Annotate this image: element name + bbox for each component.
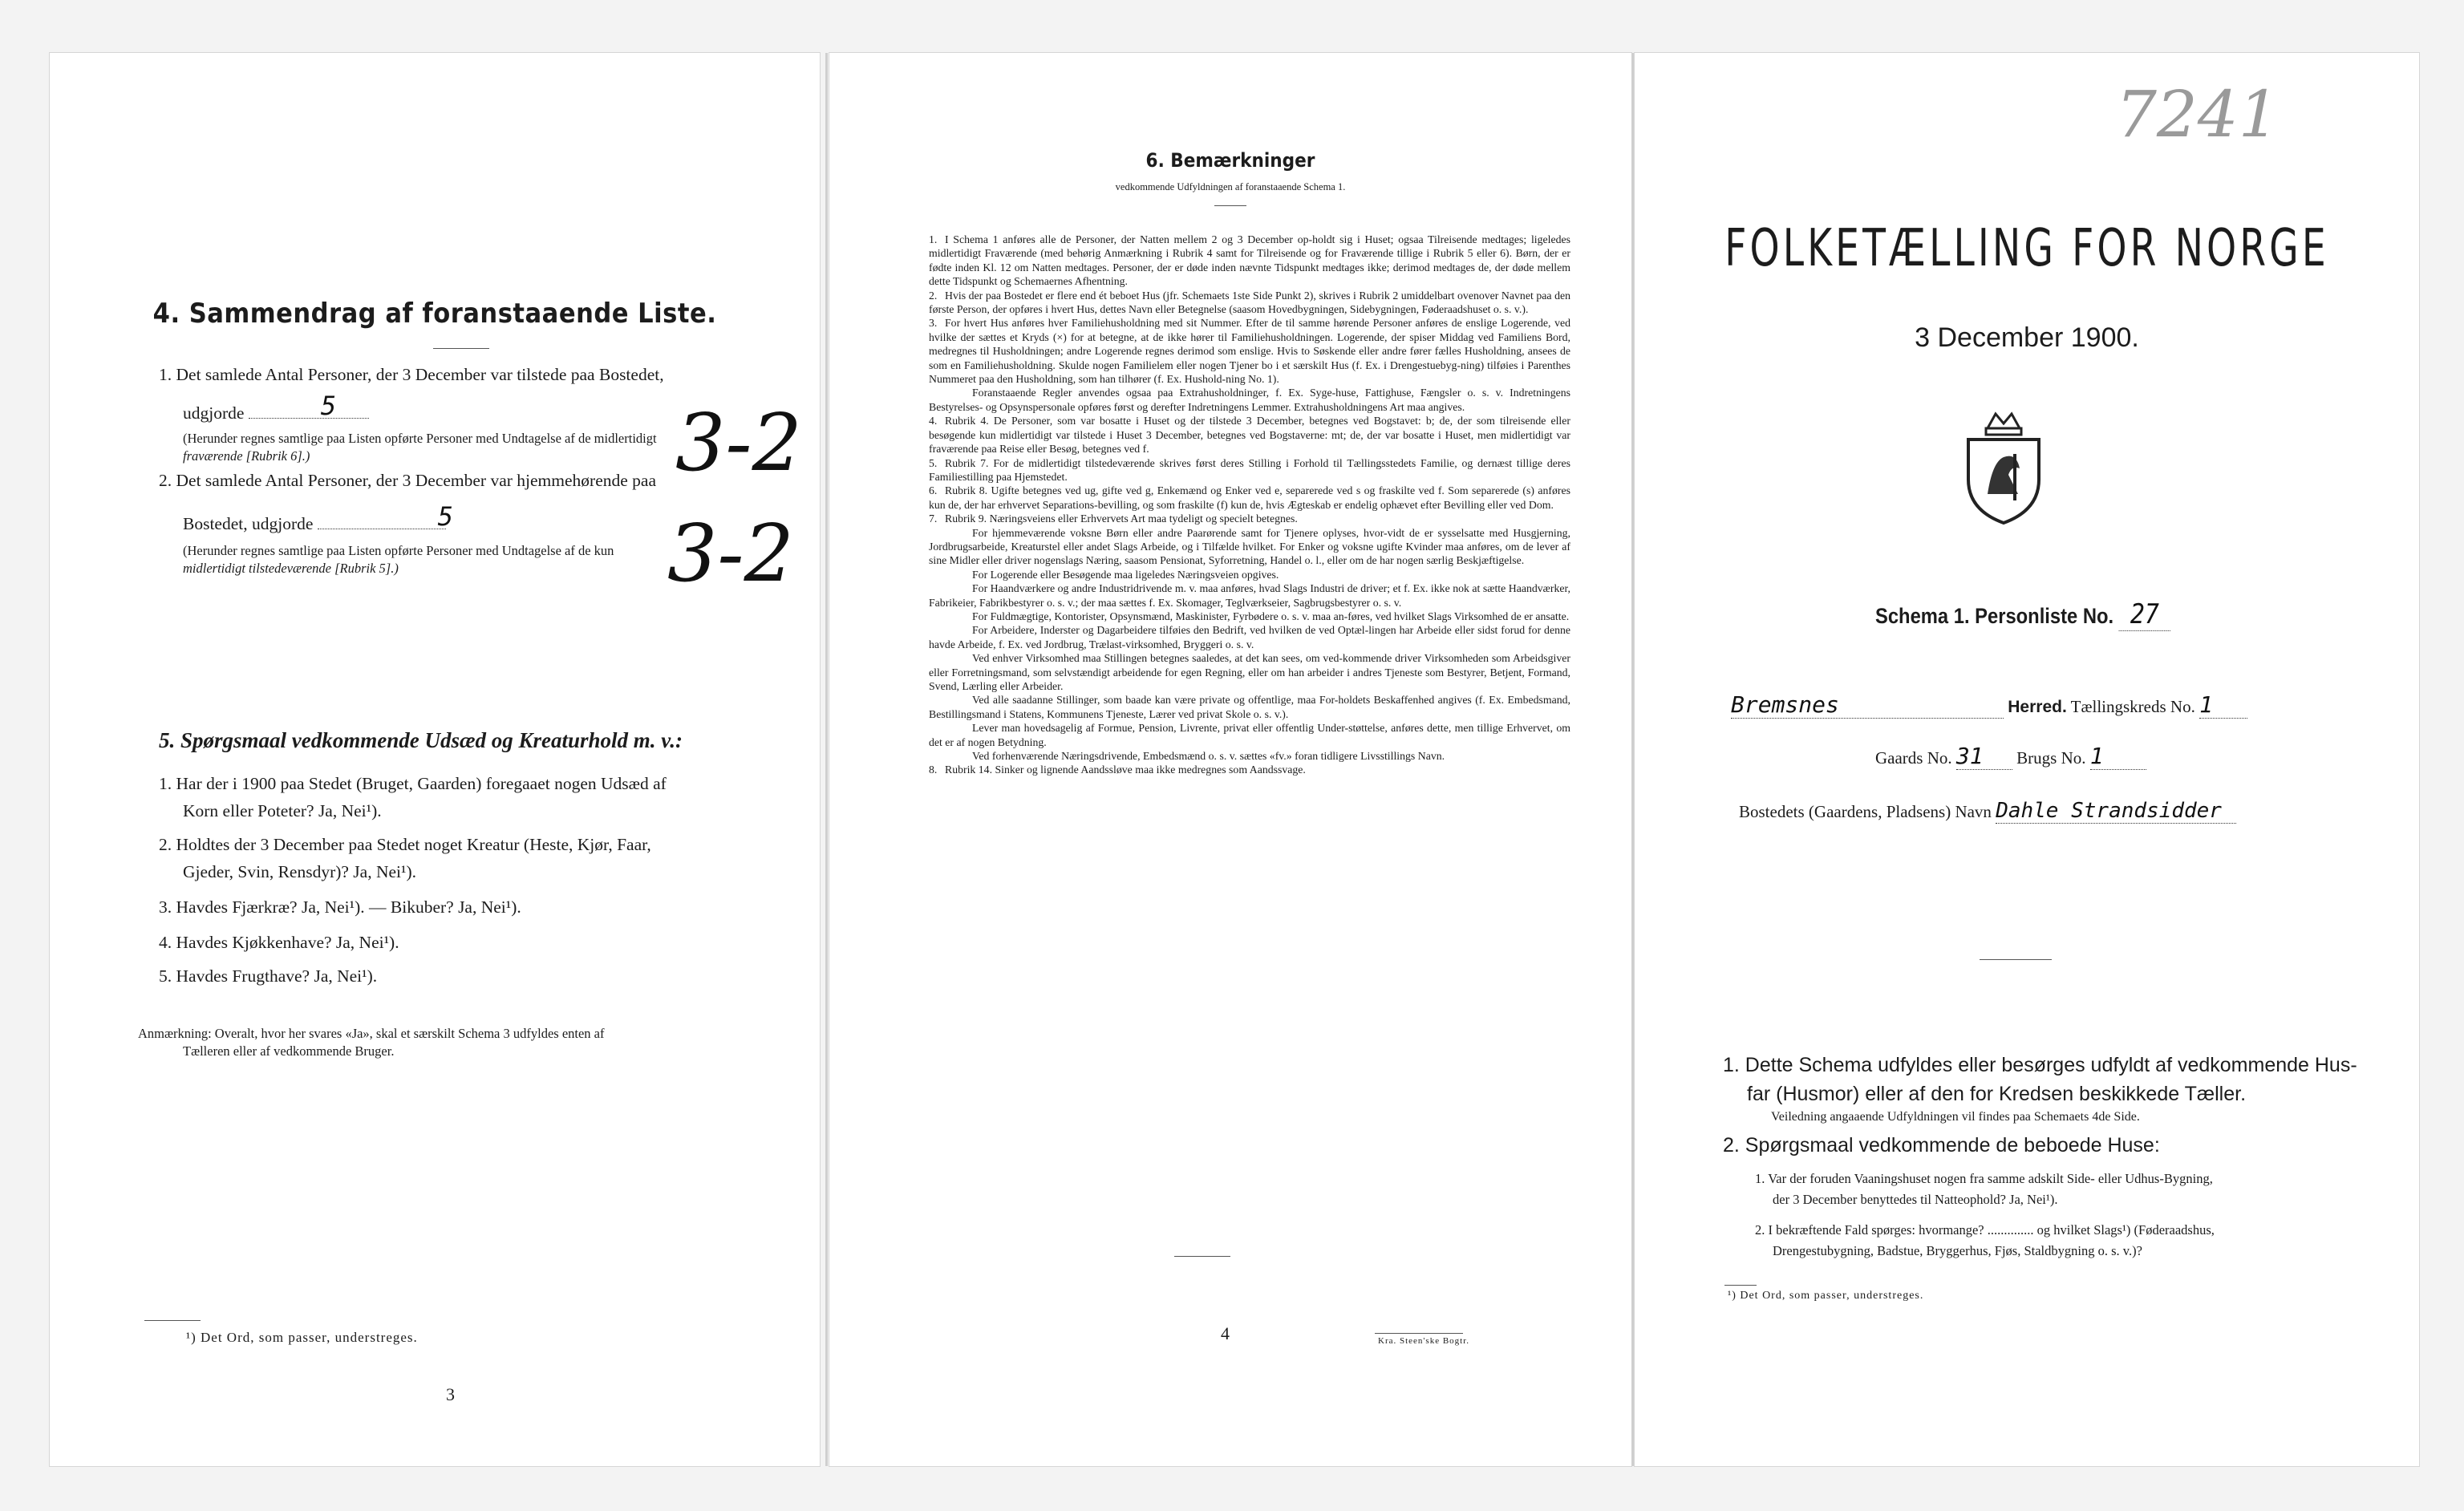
- q1-value: 5: [320, 391, 337, 421]
- divider: [1214, 205, 1246, 206]
- q2-hand-total: 3-2: [667, 508, 794, 600]
- remark-number: 3.: [929, 317, 938, 330]
- gaards-value: 31: [1956, 743, 2012, 770]
- page-number: 3: [446, 1384, 455, 1404]
- gaards-label: Gaards No.: [1875, 748, 1952, 768]
- divider: [433, 348, 489, 349]
- remark-paragraph: [929, 610, 1570, 623]
- middle-page: [829, 53, 1631, 1466]
- herred-label: Herred.: [2008, 698, 2067, 716]
- s5-q2a: 2. Holdtes der 3 December paa Stedet noget Kreatur (Heste, Kjør, Faar,: [159, 835, 651, 854]
- gaards-line: [1875, 743, 2146, 770]
- bosted-value: Dahle Strandsidder: [1996, 799, 2236, 824]
- remark-text: For Fuldmægtige, Kontorister, Opsynsmænd, Maskinister, Fyrbødere o. s. v. maa an-føres, ved hvilket Slags Virksomhed de er ansatte.: [972, 610, 1570, 622]
- q2-prefix: Bostedet, udgjorde: [183, 514, 314, 533]
- q1-hand-total: 3-2: [675, 398, 802, 489]
- q1-note1: (Herunder regnes samtlige paa Listen opførte Personer med Undtagelse af de midlertidigt: [183, 431, 657, 446]
- printer-name: Kra. Steen'ske Bogtr.: [1378, 1336, 1470, 1346]
- remarks-title: 6. Bemærkninger: [1145, 149, 1315, 172]
- bosted-line: [1739, 799, 2236, 824]
- remark-paragraph: [929, 289, 1570, 317]
- remark-text: For hvert Hus anføres hver Familiehusholdning med sit Nummer. Efter de til samme hørende Personer anføres de enslige Logerende, ved hvilke der sættes et Kryds (×) for at betegne, at de ikke hører til Familiehusholdningen. Logerende, der spiser Middag ved Familiens Bord, medregnes til Husholdningen; andre Logerende regnes derimod som enslige. Hvis to Søskende eller andre fører fælles Husholdning, ansees de som en Familiehusholdning. Skulde nogen Familielem eller nogen Tjener bo i et særskilt Hus (f. Ex. i Drengestuebyg-ning) tilføies i Parenthes Nummeret paa den Husholdning, som han tilhører (f. Ex. Hushold-ning No. 1).: [929, 317, 1570, 386]
- remark-text: Foranstaaende Regler anvendes ogsaa paa Extrahusholdninger, f. Ex. Syge-huse, Fattighuse, Fængsler o. s. v. Indretningens Bestyrelses- og Opsynspersonale opføres først og derefter Indretningens Lemmer. Extrahusholdningens Art maa angives.: [929, 387, 1570, 413]
- annotation-line1: Anmærkning: Overalt, hvor her svares «Ja», skal et særskilt Schema 3 udfyldes enten af: [138, 1026, 605, 1041]
- kreds-label: Tællingskreds No.: [2070, 697, 2195, 716]
- divider: [1980, 959, 2052, 960]
- remark-text: I Schema 1 anføres alle de Personer, der Natten mellem 2 og 3 December op-holdt sig i Huset; ogsaa Tilreisende medtages; ligeledes midlertidigt Fraværende (med behørig Anmærkning i Rubrik 4 samt for Tilreisende og for Fraværende tillige i Rubrik 5 eller 6). Børn, der er fødte inden Kl. 12 om Natten medtages. Personer, der er døde inden nævnte Tidspunkt medtages ikke; derimod medtages de, der døde mellem dette Tidspunkt og Schemaernes Afhentning.: [929, 233, 1570, 288]
- q1-line2: [183, 391, 369, 427]
- remark-paragraph: [929, 651, 1570, 693]
- herred-value: Bremsnes: [1731, 691, 2004, 719]
- remark-paragraph: [929, 623, 1570, 651]
- footnote-rule: [144, 1320, 201, 1321]
- s5-q1b: Korn eller Poteter? Ja, Nei¹).: [183, 801, 382, 820]
- remark-paragraph: [929, 526, 1570, 568]
- remark-text: For hjemmeværende voksne Børn eller andre Paarørende samt for Tjenere oplyses, hvor-vidt de er sysselsatte med Husgjerning, Jordbrugsarbeide, Kreaturstel eller andet Slags Arbeide, og i Tilfælde hvilket. For Enker og voksne ugifte Kvinder maa anføres, om de lever af sine Midler eller driver nogenslags Næring, saasom Pensionat, Syforretning, Handel o. l., eller om de har nogen særlig Beskjæftigelse.: [929, 526, 1570, 567]
- remark-paragraph: [929, 721, 1570, 749]
- note-1-line1: 1. Dette Schema udfyldes eller besørges udfyldt af vedkommende Hus-: [1723, 1054, 2357, 1076]
- remark-text: For Haandværkere og andre Industridrivende m. v. maa anføres, hvad Slags Industri de driver; et f. Ex. ikke nok at sætte Haandværker, Fabrikeier, Fabrikbestyrer o. s. v.; der maa sættes f. Ex. Skomager, Teglværkseier, Sagbrugsbestyrer o. s. v.: [929, 582, 1570, 609]
- q2-value: 5: [437, 501, 454, 532]
- remark-text: Rubrik 8. Ugifte betegnes ved ug, gifte ved g, Enkemænd og Enker ved e, separerede ved s og fraskilte ved f. Som separerede (s) anføres kun de, der har erhvervet Separations-bevilling, og som fraskilte (f) kun de, hvis Ægteskab er endelig ophævet efter Bevilling eller ved Dom.: [929, 484, 1570, 511]
- remark-text: Rubrik 14. Sinker og lignende Aandssløve maa ikke medregnes som Aandssvage.: [945, 764, 1306, 776]
- remark-paragraph: [929, 693, 1570, 721]
- annotation-line2: Tælleren eller af vedkommende Bruger.: [183, 1043, 395, 1059]
- coat-of-arms-icon: [1955, 406, 2052, 526]
- census-date: 3 December 1900.: [1915, 322, 2139, 353]
- s5-q5: 5. Havdes Frugthave? Ja, Nei¹).: [159, 966, 378, 986]
- note-1-guidance: Veiledning angaaende Udfyldningen vil findes paa Schemaets 4de Side.: [1771, 1110, 2140, 1124]
- remark-paragraph: [929, 581, 1570, 610]
- remark-number: 8.: [929, 764, 938, 776]
- divider: [1174, 1256, 1230, 1257]
- right-page: [1635, 53, 2419, 1466]
- s5-q2b: Gjeder, Svin, Rensdyr)? Ja, Nei¹).: [183, 862, 416, 881]
- remark-paragraph: [929, 484, 1570, 512]
- remark-text: Ved enhver Virksomhed maa Stillingen betegnes saaledes, at det kan sees, om ved-kommende driver Virksomheden som Arbeidsgiver eller Forretningsmand, som selvstændigt arbeidende for egen Regning, eller om han arbeider i andres Tjeneste som Bestyrer, Betjent, Formand, Svend, Lærling eller Arbeider.: [929, 652, 1570, 692]
- remark-number: 6.: [929, 484, 938, 497]
- brugs-label: Brugs No.: [2016, 748, 2086, 768]
- schema-number: 27: [2119, 598, 2170, 631]
- page-number: 4: [1221, 1323, 1230, 1343]
- remark-paragraph: [929, 512, 1570, 525]
- remark-number: 1.: [929, 233, 938, 245]
- remark-text: Hvis der paa Bostedet er flere end ét beboet Hus (jfr. Schemaets 1ste Side Punkt 2), skrives i Rubrik 2 umiddelbart ovenover Navnet paa den første Person, der opføres i hvert Hus, dettes Navn eller Betegnelse (saasom Hovedbygningen, Sidebygningen, Føderaadshuset o. s. v.).: [929, 289, 1570, 316]
- q2-fill: [318, 501, 454, 532]
- schema-label: Schema 1. Personliste No.: [1875, 604, 2114, 628]
- note-2: 2. Spørgsmaal vedkommende de beboede Huse:: [1723, 1134, 2160, 1157]
- brugs-value: 1: [2090, 743, 2146, 770]
- remark-text: Rubrik 7. For de midlertidigt tilstedeværende skrives først deres Stilling i Forhold til Tællingsstedets Familie, og dernæst tillige deres Familiestilling paa Hjemstedet.: [929, 456, 1570, 483]
- q2-line1: 2. Det samlede Antal Personer, der 3 December var hjemmehørende paa: [159, 471, 657, 490]
- remark-paragraph: [929, 414, 1570, 456]
- s5-q3: 3. Havdes Fjærkræ? Ja, Nei¹). — Bikuber? Ja, Nei¹).: [159, 897, 521, 917]
- footnote: ¹) Det Ord, som passer, understreges.: [186, 1330, 418, 1345]
- remark-paragraph: [929, 233, 1570, 289]
- note-2-q1a: 1. Var der foruden Vaaningshuset nogen fra samme adskilt Side- eller Udhus-Bygning,: [1755, 1171, 2213, 1186]
- remark-text: Rubrik 4. De Personer, som var bosatte i Huset og der tilstede 3 December, betegnes ved Bogstavet: b; de, der som tilreisende eller besøgende kun midlertidigt var tilstede i Huset 3 December, betegnes ved Bogstaverne: mt; de, der var bosatte i Huset, men midlertidigt var fraværende paa Reise eller Besøg, betegnes ved f.: [929, 415, 1570, 456]
- remark-paragraph: [929, 763, 1570, 776]
- q2-note1: (Herunder regnes samtlige paa Listen opførte Personer med Undtagelse af de kun: [183, 543, 614, 558]
- remark-text: Lever man hovedsagelig af Formue, Pension, Livrente, privat eller offentlig Under-støttelse, anføres dette, men tillige Erhvervet, om det er af nogen Betydning.: [929, 722, 1570, 748]
- q2-note2: midlertidigt tilstedeværende [Rubrik 5].): [183, 561, 399, 576]
- remark-text: Ved forhenværende Næringsdrivende, Embedsmænd o. s. v. sættes «fv.» foran tidligere Livsstillings Navn.: [972, 750, 1445, 763]
- footnote-rule: [1724, 1285, 1757, 1286]
- census-title: FOLKETÆLLING FOR NORGE: [1724, 219, 2329, 278]
- remark-text: Rubrik 9. Næringsveiens eller Erhvervets Art maa tydeligt og specielt betegnes.: [945, 512, 1298, 525]
- section-5-title: 5. Spørgsmaal vedkommende Udsæd og Kreaturhold m. v.:: [159, 728, 683, 752]
- left-page: [50, 53, 820, 1466]
- remark-paragraph: [929, 568, 1570, 581]
- remark-number: 5.: [929, 456, 938, 469]
- page-gutter: [1631, 53, 1634, 1466]
- s5-q4: 4. Havdes Kjøkkenhave? Ja, Nei¹).: [159, 933, 399, 952]
- remark-number: 2.: [929, 289, 938, 302]
- archive-number: 7241: [2116, 77, 2280, 152]
- section-4-title: 4. Sammendrag af foranstaaende Liste.: [152, 298, 717, 330]
- q2-line2: [183, 501, 454, 537]
- remark-paragraph: [929, 386, 1570, 414]
- remark-paragraph: [929, 749, 1570, 763]
- remark-number: 7.: [929, 512, 938, 525]
- remark-text: For Logerende eller Besøgende maa ligeledes Næringsveien opgives.: [972, 568, 1279, 581]
- remarks-subtitle: vedkommende Udfyldningen af foranstaaende Schema 1.: [1115, 181, 1346, 192]
- printer-rule: [1375, 1333, 1463, 1334]
- footnote: ¹) Det Ord, som passer, understreges.: [1728, 1290, 1924, 1302]
- note-1-line2: far (Husmor) eller af den for Kredsen beskikkede Tæller.: [1747, 1083, 2247, 1105]
- remarks-body: [929, 233, 1570, 777]
- q1-line1: 1. Det samlede Antal Personer, der 3 December var tilstede paa Bostedet,: [159, 365, 664, 384]
- s5-q1a: 1. Har der i 1900 paa Stedet (Bruget, Gaarden) foregaaet nogen Udsæd af: [159, 774, 667, 793]
- note-2-q1b: der 3 December benyttedes til Natteophold? Ja, Nei¹).: [1773, 1192, 2058, 1207]
- schema-line: [1875, 598, 2170, 630]
- remark-paragraph: [929, 316, 1570, 386]
- note-2-q2a: 2. I bekræftende Fald spørges: hvormange? .............. og hvilket Slags¹) (Føderaadshus,: [1755, 1222, 2215, 1238]
- remark-number: 4.: [929, 415, 938, 427]
- remark-paragraph: [929, 456, 1570, 484]
- kreds-value: 1: [2199, 691, 2247, 719]
- q1-fill: [249, 391, 369, 421]
- herred-line: [1731, 691, 2247, 719]
- q1-note2: fraværende [Rubrik 6].): [183, 448, 310, 464]
- note-2-q2b: Drengestubygning, Badstue, Bryggerhus, Fjøs, Staldbygning o. s. v.)?: [1773, 1243, 2142, 1258]
- remark-text: For Arbeidere, Inderster og Dagarbeidere tilføies den Bedrift, ved hvilken de ved Optæl-lingen har Arbeide eller sidst forud for denne havde Arbeide, f. Ex. ved Jordbrug, Trælast-virksomhed, Bryggeri o. s. v.: [929, 624, 1570, 650]
- bosted-label: Bostedets (Gaardens, Pladsens) Navn: [1739, 802, 1992, 821]
- page-gutter: [825, 53, 828, 1466]
- q1-prefix: udgjorde: [183, 403, 245, 423]
- remark-text: Ved alle saadanne Stillinger, som baade kan være private og offentlige, maa For-holdets Beskaffenhed angives (f. Ex. Embedsmand, Bestillingsmand i Statens, Kommunens Tjeneste, Lærer ved privat Skole o. s. v.).: [929, 694, 1570, 720]
